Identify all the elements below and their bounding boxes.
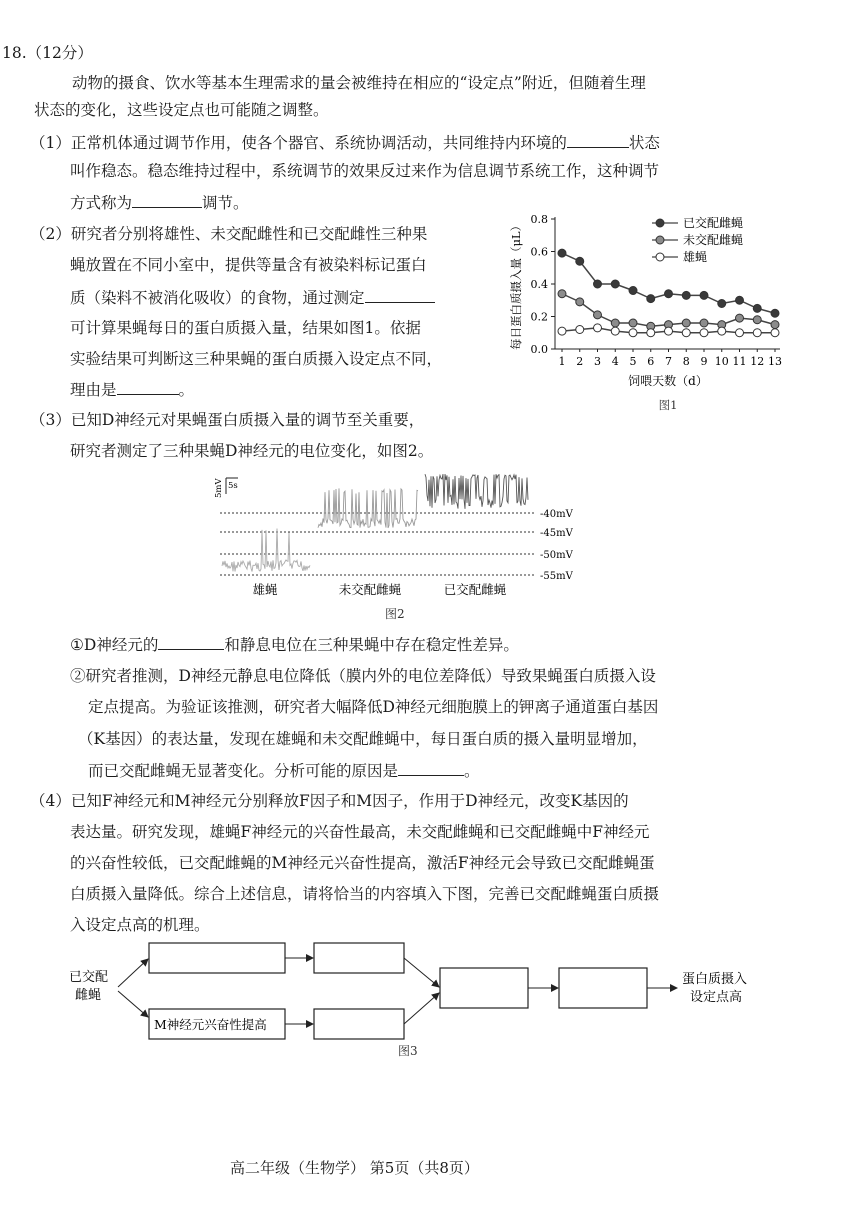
blank-box-bottom-2[interactable]: [314, 1009, 404, 1039]
x-tick-label: 9: [700, 355, 708, 368]
part2-line-4: 可计算果蝇每日的蛋白质摄入量，结果如图1。依据: [70, 319, 421, 337]
part2-line-3: 质（染料不被消化吸收）的食物，通过测定: [70, 286, 435, 309]
trace-unmated-female: [318, 488, 418, 528]
data-point: [682, 291, 690, 299]
x-tick-label: 12: [750, 355, 765, 368]
y-tick-label: 0.4: [530, 278, 548, 291]
answer-blank[interactable]: [365, 286, 435, 303]
data-point: [594, 280, 602, 288]
data-point: [700, 291, 708, 299]
data-point: [771, 329, 779, 337]
legend-label: 已交配雌蝇: [683, 216, 744, 230]
x-tick-label: 6: [647, 355, 655, 368]
x-tick-label: 5: [629, 355, 637, 368]
intro-line-1: 动物的摄食、饮水等基本生理需求的量会被维持在相应的“设定点”附近，但随着生理: [72, 74, 646, 92]
x-axis-title: 饲喂天数（d）: [628, 374, 708, 388]
series-0: [558, 249, 779, 317]
potential-level-label: -50mV: [540, 550, 573, 561]
data-point: [665, 290, 673, 298]
data-point: [718, 300, 726, 308]
x-tick-label: 13: [768, 355, 782, 368]
legend-marker: [656, 236, 664, 244]
x-tick-label: 7: [665, 355, 672, 368]
part1-line-1: （1）正常机体通过调节作用，使各个器官、系统协调活动，共同维持内环境的 状态: [30, 131, 660, 154]
data-point: [700, 329, 708, 337]
x-tick-label: 10: [714, 355, 729, 368]
data-point: [611, 327, 619, 335]
figure-3-mechanism-diagram: [60, 935, 800, 1065]
part2-line-2: 蝇放置在不同小室中，提供等量含有被染料标记蛋白: [70, 256, 427, 274]
data-point: [647, 329, 655, 337]
part2-line-6: 理由是 。: [70, 378, 194, 401]
blank-box-final[interactable]: [559, 968, 647, 1008]
part3-sub2-line-4: 而已交配雌蝇无显著变化。分析可能的原因是 。: [88, 759, 480, 782]
scale-bar-voltage: 5mV: [214, 478, 224, 498]
y-axis-title: 每日蛋白质摄入量（μL）: [509, 219, 523, 351]
part3-sub2-line-3: （K基因）的表达量，发现在雄蝇和未交配雌蝇中，每日蛋白质的摄入量明显增加，: [78, 730, 648, 748]
potential-level-label: -55mV: [540, 571, 573, 582]
answer-blank[interactable]: [132, 191, 202, 208]
part2-line-1: （2）研究者分别将雄性、未交配雌性和已交配雌性三种果: [30, 225, 428, 243]
part3-sub1: ①D神经元的 和静息电位在三种果蝇中存在稳定性差异。: [70, 633, 519, 656]
y-tick-label: 0.8: [530, 213, 548, 226]
part3-sub2-line-2: 定点提高。为验证该推测，研究者大幅降低D神经元细胞膜上的钾离子通道蛋白基因: [88, 698, 659, 716]
x-tick-label: 2: [576, 355, 584, 368]
m-neuron-box-label: M神经元兴奋性提高: [154, 1017, 267, 1032]
part2-line-5: 实验结果可判断这三种果蝇的蛋白质摄入设定点不同，: [70, 350, 443, 368]
answer-blank[interactable]: [117, 378, 179, 395]
data-point: [753, 304, 761, 312]
answer-blank[interactable]: [567, 131, 629, 148]
trace-mated-female: [425, 474, 528, 509]
trace-label: 未交配雌蝇: [338, 582, 402, 597]
data-point: [718, 327, 726, 335]
data-point: [611, 280, 619, 288]
part3-line-1: （3）已知D神经元对果蝇蛋白质摄入量的调节至关重要，: [30, 411, 425, 429]
x-tick-label: 3: [594, 355, 601, 368]
potential-level-label: -40mV: [540, 509, 573, 520]
part1-line-3: 方式称为 调节。: [70, 191, 249, 214]
data-point: [753, 329, 761, 337]
data-point: [576, 298, 584, 306]
figure-1-caption: 图1: [658, 398, 678, 412]
start-label-line-2: 雌蝇: [75, 988, 102, 1003]
data-point: [558, 249, 566, 257]
data-point: [736, 329, 744, 337]
data-point: [558, 290, 566, 298]
x-tick-label: 11: [732, 355, 747, 368]
legend-marker: [656, 219, 664, 227]
data-point: [700, 319, 708, 327]
end-label-line-1: 蛋白质摄入: [682, 972, 748, 987]
answer-blank[interactable]: [398, 759, 464, 776]
data-point: [682, 319, 690, 327]
data-point: [665, 327, 673, 335]
data-point: [576, 326, 584, 334]
data-point: [629, 329, 637, 337]
x-tick-label: 1: [558, 355, 566, 368]
potential-level-label: -45mV: [540, 528, 573, 539]
figure-2-caption: 图2: [385, 607, 405, 621]
end-label-line-2: 设定点高: [690, 990, 743, 1005]
data-point: [771, 321, 779, 329]
legend-label: 雄蝇: [683, 250, 708, 264]
intro-line-2: 状态的变化，这些设定点也可能随之调整。: [34, 101, 329, 119]
data-point: [682, 329, 690, 337]
trace-male: [222, 529, 310, 572]
data-point: [647, 295, 655, 303]
blank-box-top-2[interactable]: [314, 943, 404, 973]
data-point: [736, 314, 744, 322]
legend-label: 未交配雌蝇: [683, 233, 744, 247]
y-tick-label: 0.2: [530, 310, 548, 324]
scale-bar: [214, 478, 238, 498]
figure-3-caption: 图3: [398, 1044, 418, 1058]
trace-label: 已交配雌蝇: [443, 582, 507, 597]
data-point: [629, 319, 637, 327]
figure-2-membrane-potential-traces: [210, 468, 590, 626]
part4-line-3: 的兴奋性较低，已交配雌蝇的M神经元兴奋性提高，激活F神经元会导致已交配雌蝇蛋: [70, 854, 655, 872]
data-point: [594, 311, 602, 319]
figure-1-line-chart: [500, 205, 800, 415]
scale-bar-time: 5s: [228, 481, 238, 491]
part1-line-2: 叫作稳态。稳态维持过程中，系统调节的效果反过来作为信息调节系统工作，这种调节: [70, 162, 660, 180]
data-point: [629, 287, 637, 295]
answer-blank[interactable]: [158, 633, 224, 650]
data-point: [736, 296, 744, 304]
part3-sub2-line-1: ②研究者推测，D神经元静息电位降低（膜内外的电位差降低）导致果蝇蛋白质摄入设: [70, 667, 656, 685]
data-point: [771, 309, 779, 317]
part4-line-1: （4）已知F神经元和M神经元分别释放F因子和M因子，作用于D神经元，改变K基因的: [30, 792, 629, 810]
legend-marker: [656, 253, 664, 261]
blank-box-merge[interactable]: [440, 968, 528, 1008]
data-point: [558, 327, 566, 335]
x-tick-label: 4: [611, 355, 619, 368]
data-point: [594, 324, 602, 332]
part4-line-4: 白质摄入量降低。综合上述信息，请将恰当的内容填入下图，完善已交配雌蝇蛋白质摄: [70, 885, 660, 903]
y-tick-label: 0.0: [530, 343, 548, 356]
part4-line-2: 表达量。研究发现，雄蝇F神经元的兴奋性最高，未交配雌蝇和已交配雌蝇中F神经元: [70, 823, 650, 841]
blank-box-top-1[interactable]: [149, 943, 285, 973]
y-tick-label: 0.6: [530, 245, 548, 259]
x-tick-label: 8: [682, 355, 690, 368]
data-point: [611, 319, 619, 327]
question-number: 18.（12分）: [2, 44, 93, 62]
start-label-line-1: 已交配: [69, 970, 109, 985]
data-point: [753, 316, 761, 324]
part4-line-5: 入设定点高的机理。: [70, 916, 210, 934]
part3-line-2: 研究者测定了三种果蝇D神经元的电位变化，如图2。: [70, 442, 434, 460]
page-footer: 高二年级（生物学） 第5页（共8页）: [230, 1159, 479, 1177]
trace-label: 雄蝇: [252, 582, 278, 597]
data-point: [576, 257, 584, 265]
